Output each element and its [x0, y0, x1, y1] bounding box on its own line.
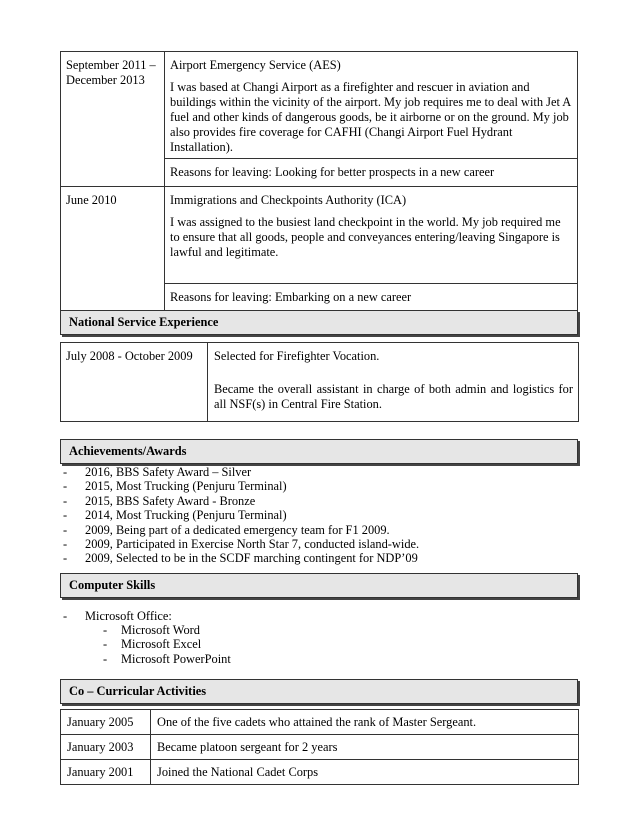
list-item — [63, 465, 419, 479]
dash-bullet: - — [103, 623, 108, 637]
achievement-text: 2014, Most Trucking (Penjuru Terminal) — [85, 508, 287, 523]
achievements-list — [63, 465, 419, 566]
list-item — [63, 494, 419, 508]
employment-date: September 2011 – December 2013 — [61, 52, 165, 187]
list-item — [63, 523, 419, 537]
section-title: National Service Experience — [69, 315, 219, 329]
skill-group: Microsoft Office: — [85, 609, 172, 623]
cca-text: Joined the National Cadet Corps — [151, 760, 579, 785]
section-title: Computer Skills — [69, 578, 156, 592]
employment-description — [165, 52, 578, 159]
table-row — [61, 187, 578, 284]
list-item — [103, 637, 231, 651]
employment-table — [60, 51, 578, 312]
list-item — [63, 479, 419, 493]
dash-bullet: - — [63, 479, 68, 494]
computer-skills-list — [63, 609, 172, 623]
dash-bullet: - — [63, 508, 68, 523]
cca-header — [60, 679, 578, 704]
national-service-table — [60, 342, 579, 422]
ns-date: July 2008 - October 2009 — [61, 343, 208, 422]
dash-bullet: - — [103, 651, 108, 666]
dash-bullet: - — [63, 551, 68, 566]
section-title: Co – Curricular Activities — [69, 684, 207, 698]
cca-text: One of the five cadets who attained the rank of Master Sergeant. — [151, 710, 579, 735]
skill-item: Microsoft Excel — [121, 637, 202, 652]
dash-bullet: - — [63, 536, 68, 551]
cca-date: January 2001 — [61, 760, 151, 785]
skill-item: Microsoft PowerPoint — [121, 651, 231, 666]
list-item — [63, 537, 419, 551]
achievement-text: 2015, Most Trucking (Penjuru Terminal) — [85, 479, 287, 494]
computer-skills-header — [60, 573, 578, 598]
list-item — [63, 609, 172, 623]
employment-text: I was based at Changi Airport as a firefighter and rescuer in aviation and buildings within the vicinity of the airport. My job requires me to deal with Jet A fuel and other kinds of dangerous goods, be it airborne or on the ground. My job also provides fire coverage for CAFHI (Changi Airport Fuel Hydrant Installation). — [170, 80, 571, 154]
employment-reason: Reasons for leaving: Looking for better prospects in a new career — [170, 165, 495, 180]
achievement-text: 2009, Participated in Exercise North Star 7, conducted island-wide. — [85, 536, 420, 551]
list-item — [63, 551, 419, 565]
table-row — [61, 52, 578, 159]
employment-text: I was assigned to the busiest land checkpoint in the world. My job required me to ensure that all goods, people and conveyances entering/leaving Singapore is lawful and legitimate. — [170, 215, 561, 259]
cca-date: January 2003 — [61, 735, 151, 760]
dash-bullet: - — [63, 522, 68, 537]
table-row — [61, 735, 579, 760]
dash-bullet: - — [63, 609, 68, 623]
employment-reason: Reasons for leaving: Embarking on a new career — [170, 289, 412, 304]
ns-line-2: Became the overall assistant in charge of both admin and logistics for all NSF(s) in Central Fire Station. — [214, 382, 573, 411]
cca-table — [60, 709, 579, 785]
dash-bullet: - — [63, 465, 68, 479]
table-row — [61, 760, 579, 785]
computer-skills-sublist — [103, 623, 231, 666]
skill-item: Microsoft Word — [121, 623, 200, 637]
ns-description — [208, 343, 579, 422]
achievement-text: 2009, Selected to be in the SCDF marching contingent for NDP’09 — [85, 551, 418, 566]
ns-line-1: Selected for Firefighter Vocation. — [214, 349, 380, 363]
employment-description — [165, 187, 578, 284]
national-service-header — [60, 310, 578, 335]
achievements-header — [60, 439, 578, 464]
dash-bullet: - — [63, 493, 68, 508]
cca-date: January 2005 — [61, 710, 151, 735]
list-item — [103, 652, 231, 666]
employment-reason-cell — [165, 283, 578, 311]
employment-role: Immigrations and Checkpoints Authority (ICA) — [170, 193, 407, 207]
section-title: Achievements/Awards — [69, 444, 187, 458]
dash-bullet: - — [103, 637, 108, 652]
list-item — [103, 623, 231, 637]
achievement-text: 2016, BBS Safety Award – Silver — [85, 465, 252, 479]
achievement-text: 2015, BBS Safety Award - Bronze — [85, 493, 256, 508]
achievement-text: 2009, Being part of a dedicated emergency team for F1 2009. — [85, 522, 390, 537]
employment-reason-cell — [165, 159, 578, 187]
table-row — [61, 710, 579, 735]
employment-role: Airport Emergency Service (AES) — [170, 58, 341, 72]
table-row — [61, 343, 579, 422]
employment-date: June 2010 — [61, 187, 165, 312]
cca-text: Became platoon sergeant for 2 years — [151, 735, 579, 760]
list-item — [63, 508, 419, 522]
